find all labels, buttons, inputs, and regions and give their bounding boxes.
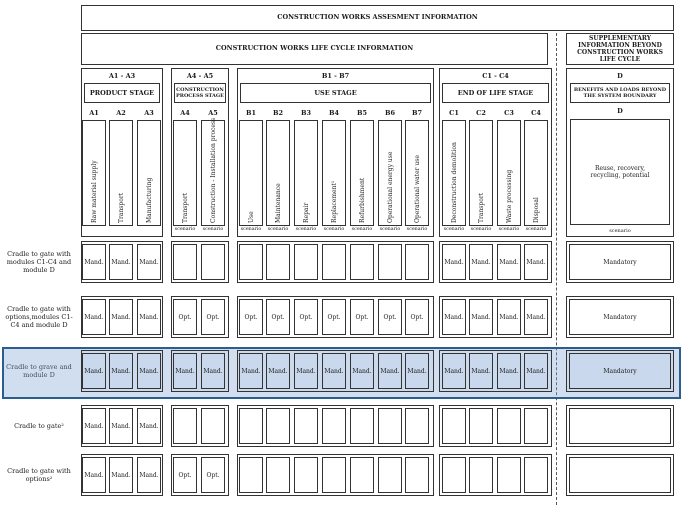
matrix-cell: Mand. [109, 457, 133, 493]
matrix-cell [378, 244, 402, 280]
matrix-cell: Mand. [137, 408, 161, 444]
matrix-cell [173, 244, 197, 280]
module-d-cell: Mandatory [569, 353, 671, 389]
matrix-cell: Opt. [294, 299, 318, 335]
module-scenario: scenario [443, 227, 465, 232]
module-name: Waste processing [506, 169, 513, 223]
module-scenario: scenario [295, 227, 317, 232]
module-code: C3 [504, 109, 514, 117]
matrix-cell [266, 408, 290, 444]
matrix-cell: Opt. [173, 457, 197, 493]
matrix-cell: Mand. [82, 299, 106, 335]
module-code: A2 [116, 109, 126, 117]
matrix-cell: Opt. [405, 299, 429, 335]
matrix-cell: Mand. [469, 244, 493, 280]
module-d-header [566, 68, 674, 237]
module-scenario: scenario [323, 227, 345, 232]
module-name-box [173, 120, 197, 226]
matrix-cell: Mand. [469, 353, 493, 389]
module-scenario: scenario [406, 227, 428, 232]
stage-group-2 [237, 68, 434, 237]
matrix-cell [266, 244, 290, 280]
module-scenario: scenario [498, 227, 520, 232]
module-name: Manufacturing [146, 177, 153, 223]
matrix-cell [322, 408, 346, 444]
module-scenario: scenario [525, 227, 547, 232]
module-name-box [294, 120, 318, 226]
matrix-cell [378, 457, 402, 493]
module-code: B7 [411, 109, 423, 117]
matrix-cell [524, 457, 548, 493]
matrix-cell [294, 408, 318, 444]
matrix-cell: Mand. [82, 353, 106, 389]
matrix-cell [294, 457, 318, 493]
matrix-cell [266, 457, 290, 493]
matrix-cell: Mand. [378, 353, 402, 389]
matrix-cell: Mand. [82, 244, 106, 280]
matrix-cell: Opt. [173, 299, 197, 335]
matrix-cell: Mand. [442, 353, 466, 389]
module-scenario: scenario [202, 227, 224, 232]
matrix-cell: Mand. [497, 353, 521, 389]
stage-group-1 [171, 68, 229, 237]
matrix-cell: Mand. [109, 299, 133, 335]
module-scenario: scenario [379, 227, 401, 232]
module-d-scenario: scenario [609, 228, 631, 234]
module-code: B1 [245, 109, 257, 117]
module-name-box [322, 120, 346, 226]
matrix-cell [350, 408, 374, 444]
matrix-cell: Mand. [109, 408, 133, 444]
matrix-cell: Mand. [266, 353, 290, 389]
module-name: Refurbishment [359, 177, 366, 223]
matrix-cell: Mand. [497, 299, 521, 335]
matrix-cell: Opt. [266, 299, 290, 335]
row-label: Cradle to gate with modules C1-C4 and module D [6, 250, 72, 274]
main-title: CONSTRUCTION WORKS ASSESMENT INFORMATION [81, 5, 674, 31]
module-name-box [524, 120, 548, 226]
matrix-cell: Mand. [524, 244, 548, 280]
matrix-cell: Mand. [82, 408, 106, 444]
module-d-cell: Mandatory [569, 244, 671, 280]
supplementary-title: SUPPLEMENTARY INFORMATION BEYOND CONSTRUCTION WORKS LIFE CYCLE [566, 33, 674, 65]
matrix-cell [469, 457, 493, 493]
module-name: Transport [182, 192, 189, 223]
module-name-box [109, 120, 133, 226]
module-d-range: D [617, 72, 623, 80]
matrix-cell [350, 457, 374, 493]
row-label: Cradle to gate with options,modules C1-C4 and module D [5, 305, 73, 329]
module-name-box [266, 120, 290, 226]
matrix-cell: Opt. [322, 299, 346, 335]
row-label: Cradle to grave and module D [6, 363, 72, 379]
module-name: Use [248, 211, 255, 223]
matrix-cell [239, 457, 263, 493]
module-name-box [405, 120, 429, 226]
matrix-cell: Opt. [201, 299, 225, 335]
stage-group-3 [439, 68, 552, 237]
matrix-cell: Mand. [497, 244, 521, 280]
matrix-cell: Opt. [350, 299, 374, 335]
stage-name: CONSTRUCTION PROCESS STAGE [174, 83, 226, 103]
module-scenario: scenario [351, 227, 373, 232]
module-code: B5 [356, 109, 368, 117]
module-name-box [378, 120, 402, 226]
module-d-code: D [617, 107, 623, 115]
matrix-cell [201, 408, 225, 444]
matrix-cell: Opt. [378, 299, 402, 335]
matrix-cell [405, 457, 429, 493]
module-name-box [239, 120, 263, 226]
matrix-cell [322, 244, 346, 280]
module-d-cell: Mandatory [569, 299, 671, 335]
matrix-cell: Mand. [82, 457, 106, 493]
matrix-cell [350, 244, 374, 280]
matrix-cell [442, 457, 466, 493]
matrix-cell [524, 408, 548, 444]
matrix-cell: Mand. [137, 457, 161, 493]
stage-range: A1 - A3 [108, 72, 136, 80]
matrix-cell: Opt. [239, 299, 263, 335]
matrix-cell: Mand. [173, 353, 197, 389]
row-label: Cradle to gate² [14, 422, 64, 430]
matrix-cell: Mand. [524, 353, 548, 389]
module-scenario: scenario [174, 227, 196, 232]
module-code: A1 [89, 109, 99, 117]
matrix-cell [405, 244, 429, 280]
module-code: B2 [272, 109, 284, 117]
module-name: Transport [478, 192, 485, 223]
matrix-cell: Mand. [524, 299, 548, 335]
module-d-cell [569, 457, 671, 493]
module-name: Deconstruction demolition [451, 142, 458, 223]
module-name-box [137, 120, 161, 226]
matrix-cell: Mand. [109, 353, 133, 389]
module-name-box [201, 117, 225, 226]
module-name: Operational energy use [387, 151, 394, 223]
module-name-box [469, 120, 493, 226]
module-scenario: scenario [240, 227, 262, 232]
module-name: Replacement¹ [331, 180, 338, 223]
stage-range: C1 - C4 [482, 72, 509, 80]
module-code: A3 [144, 109, 154, 117]
matrix-cell [405, 408, 429, 444]
module-name-box [442, 120, 466, 226]
matrix-cell: Mand. [137, 353, 161, 389]
module-name-box [82, 120, 106, 226]
module-name-box [350, 120, 374, 226]
stage-range: A4 - A5 [186, 72, 214, 80]
matrix-cell: Mand. [442, 299, 466, 335]
matrix-cell: Mand. [469, 299, 493, 335]
stage-name: USE STAGE [240, 83, 431, 103]
separator-line [556, 33, 557, 505]
module-code: B4 [328, 109, 340, 117]
matrix-cell [469, 408, 493, 444]
matrix-cell: Mand. [322, 353, 346, 389]
matrix-cell [322, 457, 346, 493]
matrix-cell [497, 457, 521, 493]
matrix-cell: Mand. [201, 353, 225, 389]
module-name: Construction - Installation process [210, 117, 217, 223]
stage-name: END OF LIFE STAGE [442, 83, 549, 103]
module-scenario: scenario [267, 227, 289, 232]
matrix-cell [442, 408, 466, 444]
module-code: B6 [384, 109, 396, 117]
module-name: Repair [303, 202, 310, 223]
stage-group-0 [81, 68, 163, 237]
module-name-box [497, 120, 521, 226]
matrix-cell [201, 244, 225, 280]
module-name: Operational water use [414, 155, 421, 223]
matrix-cell [497, 408, 521, 444]
module-name: Disposal [533, 197, 540, 223]
module-code: A4 [180, 109, 190, 117]
module-name: Maintenance [275, 183, 282, 223]
matrix-cell: Mand. [294, 353, 318, 389]
module-name: Transport [118, 192, 125, 223]
module-d-cell [569, 408, 671, 444]
matrix-cell: Mand. [137, 299, 161, 335]
matrix-cell [239, 408, 263, 444]
module-code: A5 [208, 109, 218, 117]
module-scenario: scenario [470, 227, 492, 232]
matrix-cell: Mand. [442, 244, 466, 280]
module-code: B3 [300, 109, 312, 117]
module-d-name: BENEFITS AND LOADS BEYOND THE SYSTEM BOUNDARY [570, 83, 670, 103]
matrix-cell [378, 408, 402, 444]
matrix-cell: Opt. [201, 457, 225, 493]
matrix-cell [239, 244, 263, 280]
module-code: C2 [476, 109, 486, 117]
matrix-cell: Mand. [350, 353, 374, 389]
life-cycle-title: CONSTRUCTION WORKS LIFE CYCLE INFORMATION [81, 33, 548, 65]
module-code: C1 [449, 109, 459, 117]
row-label: Cradle to gate with options² [7, 467, 71, 483]
matrix-cell: Mand. [137, 244, 161, 280]
matrix-cell [294, 244, 318, 280]
matrix-cell: Mand. [109, 244, 133, 280]
stage-name: PRODUCT STAGE [84, 83, 160, 103]
stage-range: B1 - B7 [321, 72, 350, 80]
matrix-cell: Mand. [405, 353, 429, 389]
matrix-cell: Mand. [239, 353, 263, 389]
module-name: Raw material supply [91, 160, 98, 223]
module-code: C4 [531, 109, 541, 117]
module-d-description: Reuse, recovery, recycling, potential [570, 119, 670, 225]
matrix-cell [173, 408, 197, 444]
